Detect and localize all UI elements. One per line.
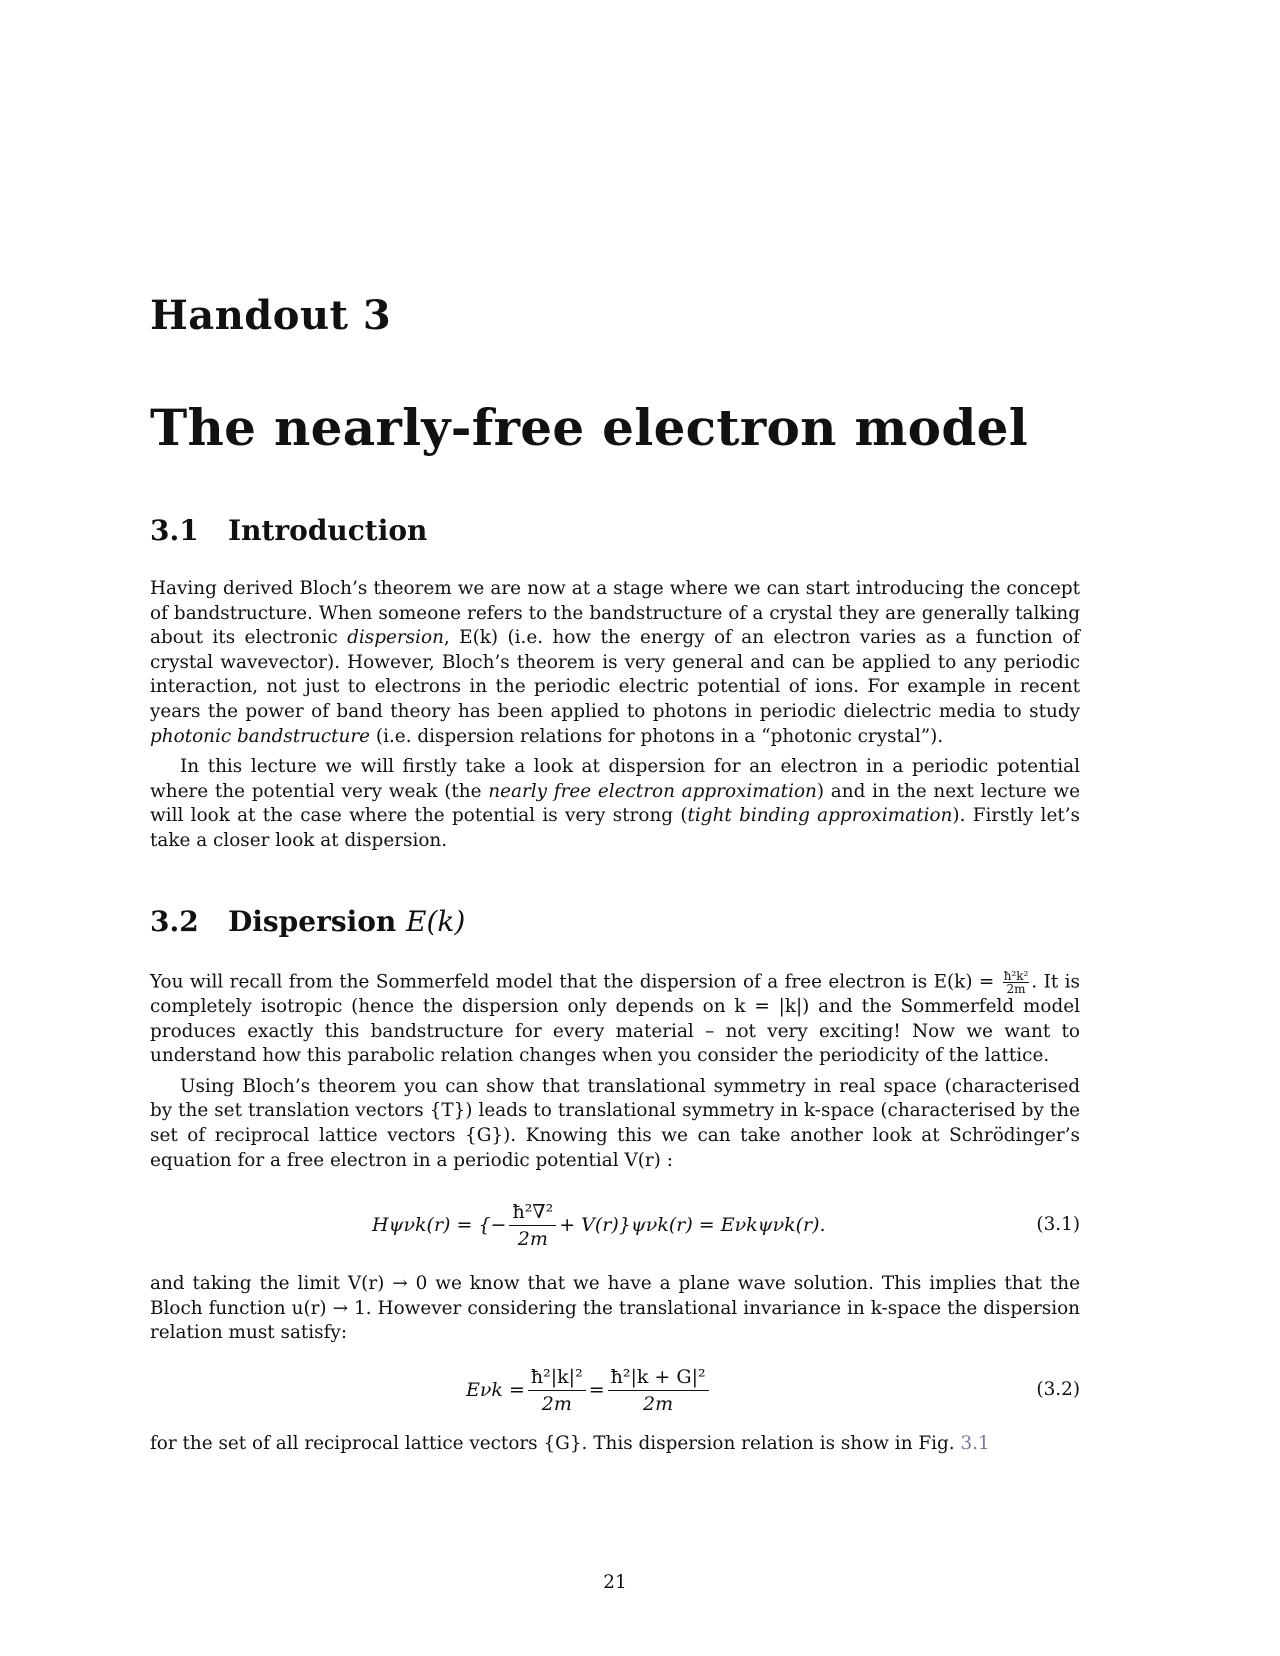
paragraph: and taking the limit V(r) → 0 we know that we have a plane wave solution. This implies that the Bloch function u(r) → 1. However considering the translational invariance in k-space the dispersion relation must satisfy: xyxy=(150,1273,1080,1344)
dispersion-text-final xyxy=(150,1432,1080,1457)
figure-reference-link[interactable]: 3.1 xyxy=(960,1433,990,1454)
section-title: Dispersion xyxy=(228,905,397,938)
section-heading-introduction xyxy=(150,514,427,547)
introduction-text xyxy=(150,577,1080,854)
equation-3-1 xyxy=(150,1195,1080,1255)
handout-label: Handout 3 xyxy=(150,292,392,339)
equation-equals: = xyxy=(588,1379,605,1401)
emphasis-dispersion: dispersion xyxy=(347,627,444,649)
emphasis-nearly-free-electron: nearly free electron approximation xyxy=(488,780,817,802)
paragraph: for the set of all reciprocal lattice vectors {G}. This dispersion relation is show in Fig. 3.1 xyxy=(150,1433,990,1454)
paragraph: You will recall from the Sommerfeld model that the dispersion of a free electron is E(k) = $\frac{\text{ħ²k²}}{2m}$ . It is completely isotropic (hence the dispersion only depends on k = |k|) and the Sommerfeld model produces exactly this bandstructure for every material – not very exciting! Now we want to understand how this parabolic relation changes when you consider the periodicity of the lattice. xyxy=(150,969,1080,1067)
paragraph: Using Bloch’s theorem you can show that translational symmetry in real space (characterised by the set translation vectors {T}) leads to translational symmetry in k-space (characterised by the set of reciprocal lattice vectors {G}). Knowing this we can take another look at Schrödinger’s equation for a free electron in a periodic potential V(r) : xyxy=(150,1075,1080,1171)
emphasis-photonic-bandstructure: photonic bandstructure xyxy=(150,725,371,747)
section-heading-dispersion xyxy=(150,905,465,938)
dispersion-text xyxy=(150,970,1080,1173)
dispersion-text-continued xyxy=(150,1272,1080,1346)
paragraph: Having derived Bloch’s theorem we are now at a stage where we can start introducing the concept of bandstructure. When someone refers to the bandstructure of a crystal they are generally talking about its electronic dispersion, E(k) (i.e. how the energy of an electron varies as a function of crystal wavevector). However, Bloch’s theorem is very general and can be applied to any periodic interaction, not just to electrons in the periodic electric potential of ions. For example in recent years the power of band theory has been applied to photons in periodic dielectric media to study photonic bandstructure (i.e. dispersion relations for photons in a “photonic crystal”). xyxy=(150,578,1080,747)
equation-fraction: $\frac{\text{ħ²|k + G|²}}{2m}$ xyxy=(608,1365,709,1416)
inline-fraction: $\frac{\text{ħ²k²}}{2m}$ xyxy=(1003,969,1029,996)
equation-fraction: $\frac{\text{ħ²|k|²}}{2m}$ xyxy=(528,1365,586,1416)
equation-lhs: Eνk = xyxy=(466,1379,525,1401)
equation-lhs: Hψνk(r) = {− xyxy=(372,1214,507,1236)
equation-number: (3.2) xyxy=(1036,1379,1080,1400)
section-number: 3.1 xyxy=(150,514,199,547)
section-title: Introduction xyxy=(228,514,428,547)
equation-rhs: + V(r)}ψνk(r) = Eνkψνk(r). xyxy=(559,1214,826,1236)
section-number: 3.2 xyxy=(150,905,199,938)
equation-3-2 xyxy=(150,1360,1080,1420)
page-number: 21 xyxy=(603,1572,627,1593)
equation-fraction: $\frac{\text{ħ²∇²}}{2m}$ xyxy=(509,1200,556,1251)
paragraph: In this lecture we will firstly take a look at dispersion for an electron in a periodic potential where the potential very weak (the nearly free electron approximation) and in the next lecture we will look at the case where the potential is very strong (tight binding approximation). Firstly let’s take a closer look at dispersion. xyxy=(150,756,1080,851)
equation-number: (3.1) xyxy=(1036,1214,1080,1235)
chapter-title: The nearly-free electron model xyxy=(150,398,1028,457)
section-title-math: E(k) xyxy=(406,905,466,938)
emphasis-tight-binding: tight binding approximation xyxy=(687,805,953,827)
